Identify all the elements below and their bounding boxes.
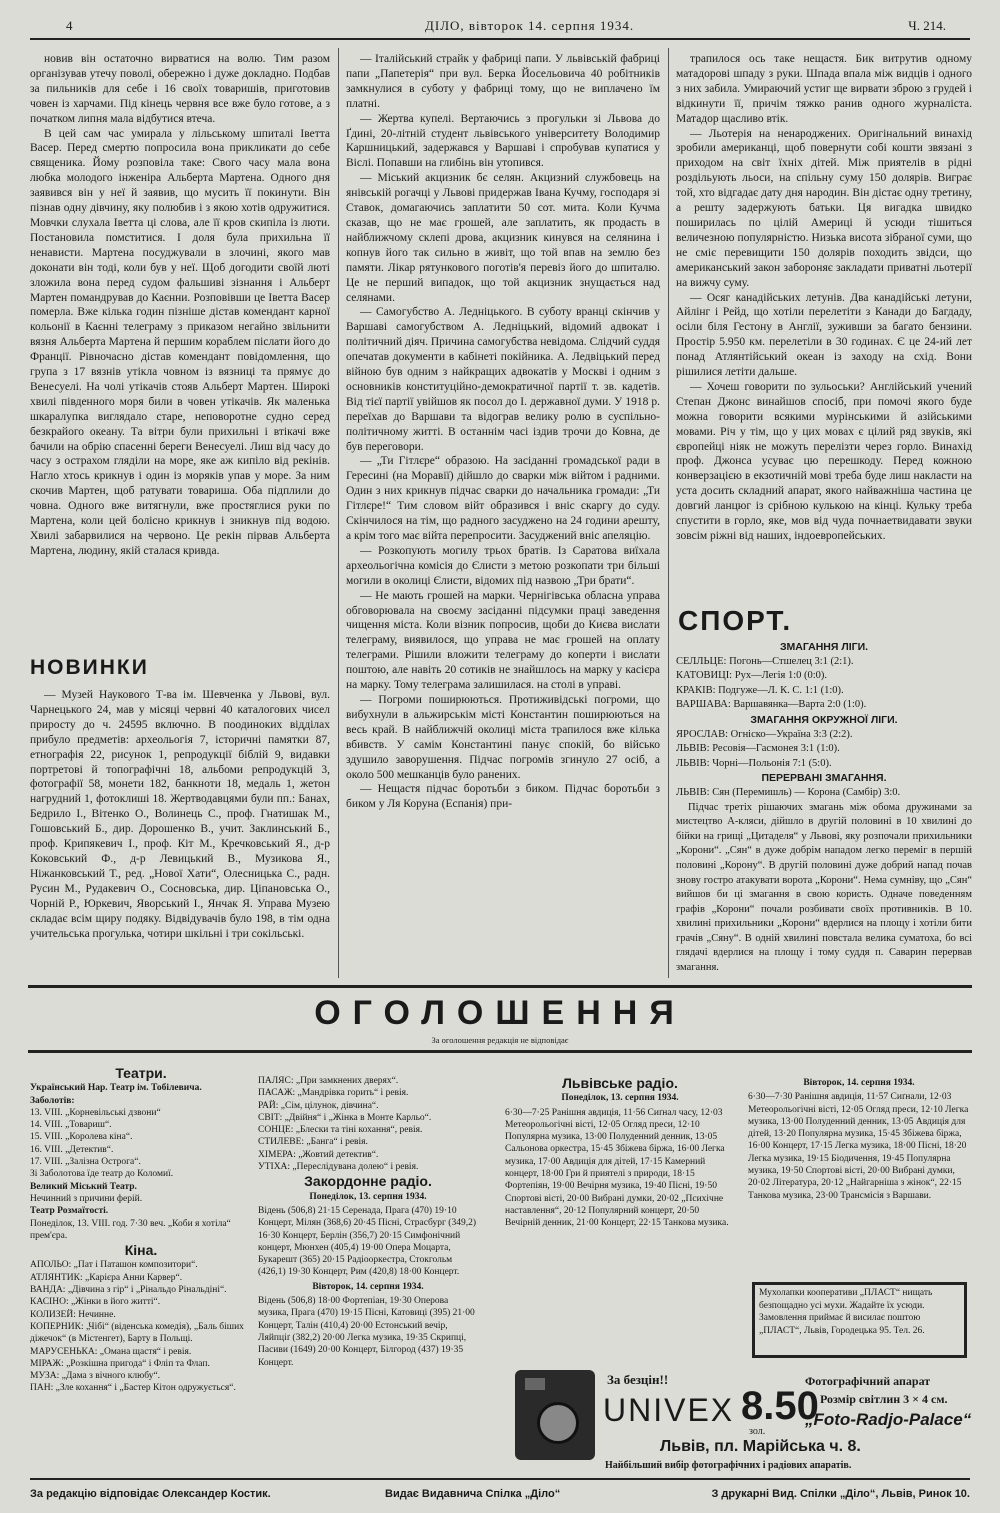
shop-tagline: Найбільший вибір фотографічних і радіових апаратів. [605,1460,852,1471]
column-1 [30,52,330,652]
price: 8.50 [741,1384,819,1428]
cinema-listing: РАЙ: „Сім, цілунок, дівчина“. [258,1100,379,1111]
shop-address: Львів, пл. Марійська ч. 8. [660,1438,861,1455]
editor-credit: За редакцію відповідає Олександер Костик. [30,1488,271,1500]
camera-icon [515,1370,595,1460]
ads-disclaimer: За оголошення редакція не відповідає [431,1035,569,1045]
interrupted-heading: ПЕРЕРВАНІ ЗМАГАННЯ. [761,772,887,785]
cinema-listing: ПАЛЯС: „При замкнених дверях“. [258,1076,399,1086]
page-header [30,18,970,40]
theatre-note: Нечинний з причини ферій. [30,1193,143,1204]
news-item: — Жертва купелі. Вертаючись з прогульки зі Львова до Ґдині, 20-літній студент львівського університету Володимир Каршницький, задержався у Варшаві і спробував купатися у Віслі. Попавши на глибінь він утопився. [346,112,660,170]
news-item: — Розкопують могилу трьох братів. Із Саратова виїхала археольогічна комісія до Єлисти з метою розкопати три більші могили в околиці Єлисти, відомих під назвою „Три брати“. [346,544,660,587]
news-item: — Погроми поширюються. Протиживідські погроми, що вибухнули в альжирськім місті Константин поширюються на весь край. В найближчій околиці міста трапилося вже кілька вбивств. У самім Константині панує спокій, бо військо здушило заворушення. Підчас погромів згинуло 27 осіб, а около 500 мешканців було ранених. [346,693,660,781]
lviv-radio-heading: Львівське радіо. [562,1075,678,1091]
radio-program: 6·30—7·30 Ранішня авдиція, 11·57 Сиґнали, 12·03 Метеорольогічні вісті, 12·05 Огляд преси, 12·10 Легка музика, 13·00 Полуденний денник, 13·05 Авдиція для дітей, 13·20 Популярна музика, 15·45 Збіжева біржа, 16·00 Концерт, 17·15 Легка музика, 18·00 Пісні, 18·20 Легка музика, 19·15 Біодичення, 19·45 Популярна музика, 19·50 Спортові вісті, 20·00 Вибрані думки, 20·02 Література, 20·12 „Найгарніша з жінок“, 22·15 Танкова музика, 23·00 Трансмісія з Варшави. [748,1092,969,1201]
column-3 [676,52,972,612]
news-item: — Міський акцизник бє селян. Акцизний службовець на янівській рогачці у Львові придержав Івана Кучму, господаря зі Ставок, домагаючись заплатити 50 сот. мита. Коли Кучма сказав, що не має грошей, але заплатить, як продасть в найближчому склепі дрова, акцизник кинувся на селянина і копнув його так сильно в живіт, що той впав на землю без памяти. Лікар рятункового поготів'я перевіз його до шпиталю. Це не перший випадок, що той акцизник знущається над селянами. [346,172,660,304]
play-listing: 14. VIII. „Товариш“. [30,1120,112,1131]
product-label: Фотографічний апарат [805,1374,931,1388]
radio-date: Вівторок, 14. серпня 1934. [803,1078,915,1088]
match-result: СЕЛЛЬЦЕ: Погонь—Стшелец 3:1 (2:1). [676,655,854,667]
cinema-listing: УТІХА: „Переслідувана долею“ і ревія. [258,1162,419,1173]
plast-advert [752,1282,967,1358]
novynky-column [30,688,330,978]
district-league-heading: ЗМАГАННЯ ОКРУЖНОЇ ЛІГИ. [750,713,898,726]
cinema-listing: КАСІНО: „Жінки в його житті“. [30,1297,161,1308]
cinemas-heading: Кіна. [124,1242,158,1259]
play-listing: 15. VIII. „Королева кіна“. [30,1132,133,1143]
play-listing: 17. VIII. „Залізна Острога“. [30,1157,141,1168]
cinemas-radio-box [258,1075,478,1475]
theatres-box [30,1065,252,1473]
news-item: — Італійський страйк у фабриці папи. У львівській фабриці папи „Папетерія“ при вул. Берка Йосельовича 40 робітників замкнулися в суботу у фабриці тому, що не виплачено їм платні. [346,53,660,110]
lviv-radio-box [505,1075,735,1365]
cinema-listing: КОЛИЗЕЙ: Нечинне. [30,1309,116,1320]
ads-title: ОГОЛОШЕННЯ [314,994,686,1032]
article-paragraph: новив він остаточно вирватися на волю. Тим разом організував утечу поволі, обережно і дуже докладно. Подбав за пильників для себе і 16 своїх товаришів, приготовив човен із харчами. Під кінець червня все вже було готове, а з початком липня мала відбутися втеча. [30,53,330,125]
masthead: ДІЛО, вівторок 14. серпня 1934. [425,18,635,33]
cinema-listing: МАРУСЕНЬКА: „Омана щастя“ і ревія. [30,1346,192,1357]
article-paragraph: В цей сам час умирала у лільському шпиталі Іветта Васер. Перед смертю попросила вона прикликати до себе священика. Йому розповіла таке: Свого часу мала вона любка молодого інженіра Альберта Мартена. Одного дня заявився він у неї й заявив, що мусить її покинути. Він пізнав одну дівчину, яку полюбив і з якою хотів одружитися. Мовчки слухала Іветта ці слова, але її кров скипіла із люти. Постановила помститися. І доля була прихильна її ненависти. Мартена посуджували в злочині, якого мав доконати він тоді, коли був у неї. Щоб догодити своїй люті зложила вона перед судом фальшиві зізнання і Альберт Мартен помандрував до Каєнни. Розповівши це Іветта Васер померла. Вже кілька годин пізніше дістав комендант карної кольонії в Каєнні телеграму з приказом негайно звільнити вязня Альберта Мартена й першим кораблем післати його до Франції. Рівночасно дістав комендант повідомлення, що група з 17 вязнів утікла човном із вязниці та прямує до Венесуелі. На чолі утікачів стояв Альберт Мартен. Широкі хвилі південного моря били в човен утікачів. Як маленька шкаралупка виглядало старе, неповоротне судно серед безкрайого океану. Та вітри були прихильні і втікачі вже бачили на обрію спасенні береги Венесуелі. Лиш від часу до часу з острахом гляділи на море, яке аж кипіло від рекінів. Нагло хтось крикнув і один із моряків упав у море. За ним скочив Мартен, щоб ратувати товариша. Оба підплили до човна. Одного вже витягнули, вже простяглися руки по Мартена, коли цей болісно крикнув і зникнув під водою. Хвилі забарвилися на червоно. Це рекін пірвав Альберта Мартена, людину, якій сталася кривда. [30,127,330,557]
theatre-name: Великий Міський Театр. [30,1181,137,1192]
radio-program: Відень (506,8) 18·00 Фортепіан, 19·30 Оперова музика, Прага (470) 19·15 Пісні, Катовиці (395) 21·00 Концерт, Талін (410,4) 20·00 Естонський вечір, Ляйпціґ (382,2) 20·00 Легка музика, 19·35 Скрипці, Пасиви (1649) 20·00 Концерт, Білгород (437) 19·35 Концерт. [258,1296,475,1368]
column-divider [668,48,669,978]
theatres-heading: Театри. [115,1065,167,1081]
page-number: 4 [66,18,73,33]
brand-name: UNIVEX [603,1392,735,1428]
column-divider [338,48,339,978]
theatre-name: Театр Розмаїтості. [30,1206,109,1217]
match-result: ЯРОСЛАВ: Огніско—Україна 3:3 (2:2). [676,728,853,740]
news-item: — Хочеш говорити по зульоськи? Англійський учений Степан Джонс винайшов спосіб, при помочі якого буде можна говорити всякими мурінськими й азійськими мовами. Річ у тім, що у цих мовах є цілий ряд звуків, які європейці ніяк не можуть перелізти через горло. Винахід проф. Джонса усуває цю перешкоду. Перед кожною конверзацією в екзотичній мові треба буде лиш накласти на уста досить складний апарат, якого найважніша частина це довгий ланцюг із срібною кулькою на кінці. Кульку треба спустити в горло, яке, мов від чуда почнаетвидавати звуки зовсім ріжні від наших, індоевропейських. [676,380,972,542]
column-2 [346,52,660,977]
news-item: — Осяг канадійських летунів. Два канадійські летуни, Айлінг і Рейд, що хотіли перелетіти з Канади до Багдаду, осіли біля Гестону в Англії, зуживши за багато бензини. Простір 5.950 км. перелетіли в 30 годинах. Є це 24-ий лет понад Атлянтійський океан із заходу на схід. Вони рішилися летіти дальше. [676,291,972,379]
news-item: трапилося ось таке нещастя. Бик витрутив одному матадорові шпаду з руки. Шпада впала між видців і одного з них забила. Умираючий устиг ще вирвати зброю з грудей і відкинути її, причім тяжко ранив одного журналіста. Матадор щасливо втік. [676,53,972,125]
page-footer [30,1478,970,1510]
cinema-listing: СОНЦЕ: „Блески та тіні кохання“, ревія. [258,1125,423,1136]
sport-report: Підчас третіх рішаючих змагань між обома дружинами за мистецтво А-кляси, дійшло в другій половині в 10 хвилині до бійки на грищі „Цитаделя“ у Львові, яку розпочали прихильники „Корони“. „Сян“ в дуже добрім нападом легко переміг в першій половині „Корону“. В другій половині дуже добрий напад почав знову гостро атакувати ворота „Корони“. Нема сумніву, що „Сян“ вийшов би ці змагання в свою користь. Одначе поведенням графів „Корони“ почали розбивати своїх противників. В 10. хвилині прихильники „Корони“ вдерлися на площу і хотіли бити грачів „Сяну“. В одній хвилині повстала велика суматоха, бо всі глядачі вдерлися на площу і тому суддя п. Саварин перервав змагання. [676,801,972,974]
lviv-radio-tuesday-box [748,1075,970,1275]
theatre-name: Український Нар. Театр ім. Тобілевича. [30,1083,202,1094]
shop-name: „Foto-Radjo-Palace“ [805,1410,972,1429]
match-result: ЛЬВІВ: Ресовія—Гасмонея 3:1 (1:0). [676,743,840,755]
news-item: — „Ти Гітлєре“ образою. На засіданні громадської ради в Гересині (на Моравії) дійшло до сварки між війтом і радними. Один з них крикнув підчас сварки до начальника громади: „Ти Гітлєре!“ Тим словом війт образився і вніс скаргу до суду. Скінчилося на тім, що радного засуджено на 24 години арешту, а крім того має війта перепросити. Засуджений вніс апеляцію. [346,455,660,542]
play-listing: 13. VIII. „Корневільські дзвони“ [30,1107,161,1118]
radio-program: 6·30—7·25 Ранішня авдиція, 11·56 Сиґнал часу, 12·03 Метеорольогічні вісті, 12·05 Огляд преси, 12·10 Популярна музика, 13·00 Полуденний денник, 13·05 Сальонова оркестра, 15·45 Збіжева біржа, 16·00 Легка музика, 17·00 Авдиція для дітей, 17·15 Камерний концерт, 18·00 Гри й приятелі з природи, 18·15 Фортепіян, 19·00 Вечірня музика, 19·40 Пісні, 19·50 Спортові вісті, 20·00 Вибрані думки, 20·02 „Психічне наставлення“, 20·12 Популярний концерт, 20·50 Вечірній денник, 21·00 Концерт, 22·15 Танкова музика. [505,1107,729,1229]
product-size: Розмір світлин 3 × 4 см. [820,1392,948,1406]
match-result: КАТОВИЦІ: Рух—Легія 1:0 (0:0). [676,670,828,682]
theatre-location: Заболотів: [30,1095,75,1106]
novynky-heading: НОВИНКИ [30,656,149,679]
publisher-credit: Видає Видавнича Спілка „Діло“ [385,1488,561,1500]
news-item: — Не мають грошей на марки. Чернігівська обласна управа обговорювала на своєму засіданні підсумки праці заведення чищення міста. Коли візник попросив, щоби до Києва вислати телеграму, виявилося, що управа не має грошей на оплату телеграми. Рішили вложити телеграму до коперти і вислати поштою, але навіть 20 сотиків не знайшлось на марку у касієра на марку. Тому телеграма залишилася. на столі в управі. [346,589,660,692]
news-item: — Нещастя підчас боротьби з биком. Підчас боротьби з биком у Ля Коруна (Еспанія) при- [346,783,660,811]
univex-advert [505,1370,972,1478]
theatre-note: Понеділок, 13. VIII. год. 7·30 веч. „Коби я хотіла“ прем'єра. [30,1218,231,1241]
foreign-radio-heading: Закордонне радіо. [304,1173,432,1190]
radio-program: Відень (506,8) 21·15 Серенада, Прага (470) 19·10 Концерт, Мілян (368,6) 20·45 Пісні, Страсбург (349,2) 16·30 Концерт, Берлін (356,7) 20·15 Симфонічний концерт, Мюнхен (405,4) 19·00 Опера Моцарта, Букарешт (365) 20·15 Радіооркестра, Стокгольм (426,1) 19·30 Концерт, Рим (420,8) 18·00 Концерт. [258,1205,476,1278]
cinema-listing: СТИЛЕВЕ: „Банга“ і ревія. [258,1137,368,1148]
plast-advert-text: Мухолапки кооперативи „ПЛАСТ“ нищать безпощадно усі мухи. Жадайте їх усюди. Замовлення приймає й висилає поштою „ПЛАСТ“, Львів, Городецька 95. Тел. 26. [759,1288,933,1336]
viewfinder-shape [525,1378,545,1390]
advert-slogan: За безцін!! [607,1372,669,1387]
match-result: КРАКІВ: Подгуже—Л. К. С. 1:1 (1:0). [676,684,844,696]
league-heading: ЗМАГАННЯ ЛІГИ. [779,641,869,653]
cinema-listing: ПАСАЖ: „Мандрівка горить“ і ревія. [258,1088,409,1099]
match-result: ЛЬВІВ: Сян (Перемишль) — Корона (Самбір) 3:0. [676,786,901,798]
currency: зол. [749,1426,766,1437]
match-result: ВАРШАВА: Варшавянка—Варта 2:0 (1:0). [676,699,867,711]
radio-date: Понеділок, 13. серпня 1934. [309,1191,427,1202]
play-listing: Зі Заболотова їде театр до Коломиї. [30,1169,174,1180]
sport-section [676,640,972,975]
cinema-listing: КОПЕРНИК: „Чібі“ (віденська комедія), „Баль біших діжечок“ (в Містенгет), Барту в Польщі. [30,1321,244,1345]
radio-date: Понеділок, 13. серпня 1934. [561,1093,679,1104]
cinema-listing: ПАН: „Зле кохання“ і „Бастер Кітон одружується“. [30,1383,236,1394]
match-result: ЛЬВІВ: Чорні—Польонія 7:1 (5:0). [676,757,832,769]
ads-banner [28,985,972,1053]
cinema-listing: АПОЛЬО: „Пат і Паташон композитори“. [30,1260,198,1271]
cinema-listing: ХІМЕРА: „Жовтий детектив“. [258,1149,379,1160]
cinema-listing: ВАНДА: „Дівчина з гір“ і „Рінальдо Рінальдіні“. [30,1285,227,1296]
play-listing: 16. VIII. „Детектив“. [30,1144,114,1155]
cinema-listing: АТЛЯНТИК: „Карієра Анни Карвер“. [30,1272,183,1283]
news-item: — Льотерія на ненароджених. Оригінальний винахід зробили американці, щоб повернути собі кошти звязані з приходом на світ їхніх дітей. Між приятелів в рідні роздільують льоси, на спільну суму 150 долярів. Виграє той, хто відгадає дату дня народин. Він дістає одну третину, а решту задержують батьки. Ця вигадка швидко поширилась по цілій Америці й усюди тішиться величезною популярністю. Низька висота зібраної суми, що не сміє перевищити 150 долярів походить звідси, що американський закон забороняє закладати приватні льотерії на вижчу суму. [676,127,972,289]
header-rule [30,38,970,40]
sport-heading: СПОРТ. [678,605,793,636]
printer-credit: З друкарні Вид. Спілки „Діло“, Львів, Ринок 10. [711,1488,970,1500]
lens-shape [537,1402,579,1444]
news-item: — Самогубство А. Ледніцького. В суботу вранці скінчив у Варшаві самогубством А. Ледніцький, відомий адвокат і політичний діяч. Причина самогубства невідома. Слідчий суддя опечатав документи в кабінеті покійника. А. Ледвіцький перед війною був одним з найкращих адвокатів у Москві і одним з основників конституційно-демократичної партії т. зв. кадетів. Від тієї партії увійшов як посол до І. державної думи. У 1918 р. переїхав до Варшави та відограв велику ролю в суспільно-політичному житті. В останнім часі іздив трочи до Ковна, де був переговори. [346,306,660,453]
cinema-listing: МІРАЖ: „Розкішна пригода“ і Фліп та Флап. [30,1358,210,1369]
issue-number: Ч. 214. [908,18,946,33]
cinema-listing: МУЗА: „Дама з вічного клюбу“. [30,1371,161,1382]
cinema-listing: СВІТ: „Двійня“ і „Жінка в Монте Карльо“. [258,1112,432,1123]
radio-date: Вівторок, 14. серпня 1934. [312,1281,424,1292]
news-item: — Музей Наукового Т-ва ім. Шевченка у Львові, вул. Чарнецького 24, мав у місяці червні 40 каталогових чисел приросту до ч. 24595 включно. В поодиноких відділах прибуло предметів: археольогія 7, історичні памятки 87, етнографія 22, рисунок 1, репродукції біблій 9, видавки портретові й топографічні 18, альбоми репродукцій 3, фотографії 58, монети 182, банкноти 18, медаль 1, жетон нагрудний 1, фотоклиші 18. Жертводавцями були пп.: Банах, Бедрило І., Вітенко О., Волинець С., проф. Гнатишак М., Гошовський Б., дир. Дорошенко В., учит. Заклинський Б., проф. Крипякевич І., проф. Кіт М., Кречковський Я., д-р Коковський Ф., д-р Левицький В., Музикова Я., Ніжанковський Т., ред. „Нової Хати“, Олесницька С., радн. Русин М., Рудакевич О., Сосновська, дир. Ціпановська О., Чорній Р., Юркевич, Яворський І., Янчак Я. Управа Музею складає всім щиру подяку. Відвідувачів було 198, в тім одна учительська прогулька, чотири шкільні і три сокільські. [30,689,330,940]
